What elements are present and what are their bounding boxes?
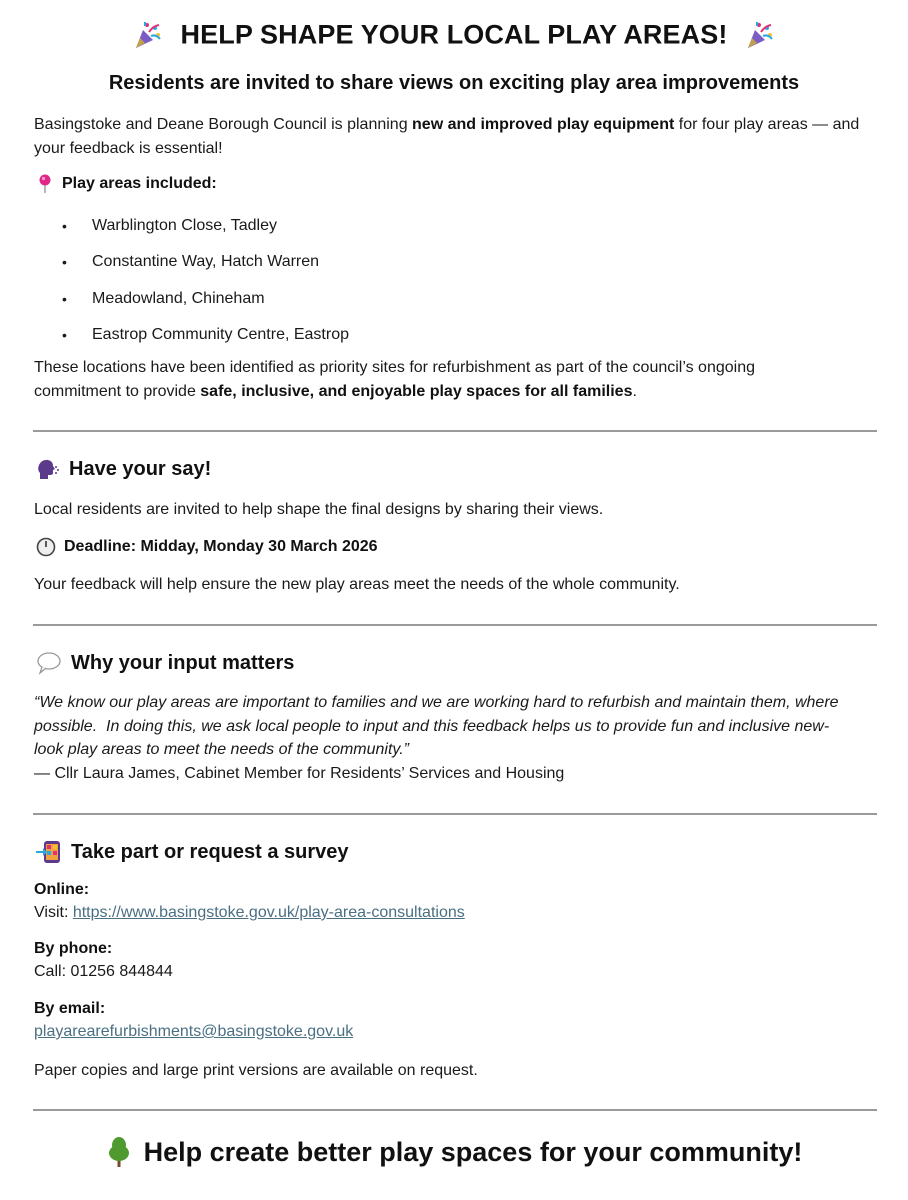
list-item: • Meadowland, Chineham [62,289,265,307]
page-title [0,18,908,50]
list-item: • Eastrop Community Centre, Eastrop [62,326,349,344]
email-label: By email: [34,1000,106,1017]
footer-callout: Help create better play spaces for your community! [0,1136,908,1168]
online-value: Visit: https://www.basingstoke.gov.uk/play-area-consultations [34,904,465,921]
priority-paragraph: These locations have been identified as priority sites for refurbishment as part of the council’s ongoing commitment to provide safe, inclusive, and enjoyable play spaces for all families. [34,359,755,400]
deadline: Deadline: Midday, Monday 30 March 2026 [36,537,378,557]
section-divider [33,624,877,626]
party-popper-icon [745,20,775,50]
subtitle: Residents are invited to share views on exciting play area improvements [108,72,800,94]
email-value [34,1023,353,1041]
speech-balloon-icon [36,651,62,675]
have-your-say-closing: Your feedback will help ensure the new play areas meet the needs of the whole community. [34,576,680,593]
online-label: Online: [34,881,90,898]
play-areas-list [34,208,349,353]
title-text: HELP SHAPE YOUR LOCAL PLAY AREAS! [180,19,728,50]
why-quote-block [34,691,854,785]
intro-paragraph: Basingstoke and Deane Borough Council is planning new and improved play equipment for four play areas — and your feedback is essential! [34,116,860,157]
email-link[interactable]: playarearefurbishments@basingstoke.gov.uk [34,1023,354,1040]
councillor-quote: “We know our play areas are important to families and we are working hard to refurbish and maintain them, where possible. In doing this, we ask local people to input and this feedback helps us to provide fun and inclusive new-look play areas to meet the needs of the community.” [34,694,839,758]
speaking-head-icon [36,457,60,481]
party-popper-icon [133,20,163,50]
section-divider [33,813,877,815]
phone-value: Call: 01256 844844 [34,963,173,980]
paper-copies-note: Paper copies and large print versions are available on request. [34,1062,478,1079]
section-divider [33,1109,877,1111]
list-item: • Constantine Way, Hatch Warren [62,253,320,271]
quote-attribution: — Cllr Laura James, Cabinet Member for Residents’ Services and Housing [34,764,565,782]
phone-label: By phone: [34,940,113,957]
mobile-arrow-icon [36,840,62,864]
play-areas-label: Play areas included: [36,174,217,194]
why-heading: Why your input matters [36,651,294,675]
have-your-say-heading: Have your say! [36,457,211,481]
tree-icon [106,1136,132,1168]
stopwatch-icon [36,537,56,557]
consultation-link[interactable]: https://www.basingstoke.gov.uk/play-area-consultations [72,904,465,921]
pushpin-icon [36,174,54,194]
list-item: • Warblington Close, Tadley [62,217,277,235]
take-part-heading: Take part or request a survey [36,840,349,864]
priority-emphasis: safe, inclusive, and enjoyable play spaces for all families [200,382,633,400]
intro-emphasis: new and improved play equipment [412,116,675,133]
section-divider [33,430,877,432]
have-your-say-text: Local residents are invited to help shape the final designs by sharing their views. [34,501,604,518]
